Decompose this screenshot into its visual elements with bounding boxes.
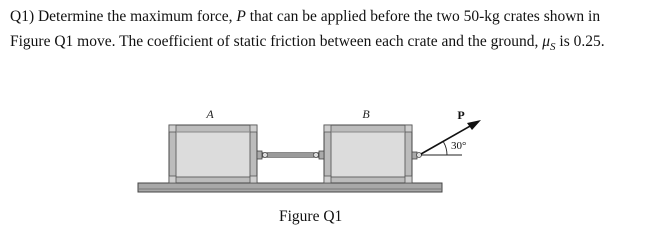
mu-symbol: μ xyxy=(542,32,551,50)
question-text-part-2: that can be applied before the two 50-kg crates shown in Figure Q1 move. The coefficient of static friction between each crate and the ground, xyxy=(10,8,601,50)
crate-b-label: B xyxy=(362,107,370,121)
angle-label: 30° xyxy=(451,140,467,152)
figure-caption: Figure Q1 xyxy=(279,208,343,225)
question-text-part-3: is 0.25. xyxy=(559,32,605,50)
hook xyxy=(412,152,422,159)
force-label: P xyxy=(457,108,465,122)
force-symbol: P xyxy=(236,8,246,25)
ground xyxy=(138,183,442,192)
crate-a xyxy=(169,125,257,183)
crate-a-label: A xyxy=(206,107,214,121)
connecting-rod xyxy=(257,151,324,159)
mu-subscript: S xyxy=(550,40,556,53)
question-text-part-1: Determine the maximum force, xyxy=(37,8,233,25)
question-number: Q1) xyxy=(10,8,35,25)
crate-b xyxy=(324,125,412,183)
